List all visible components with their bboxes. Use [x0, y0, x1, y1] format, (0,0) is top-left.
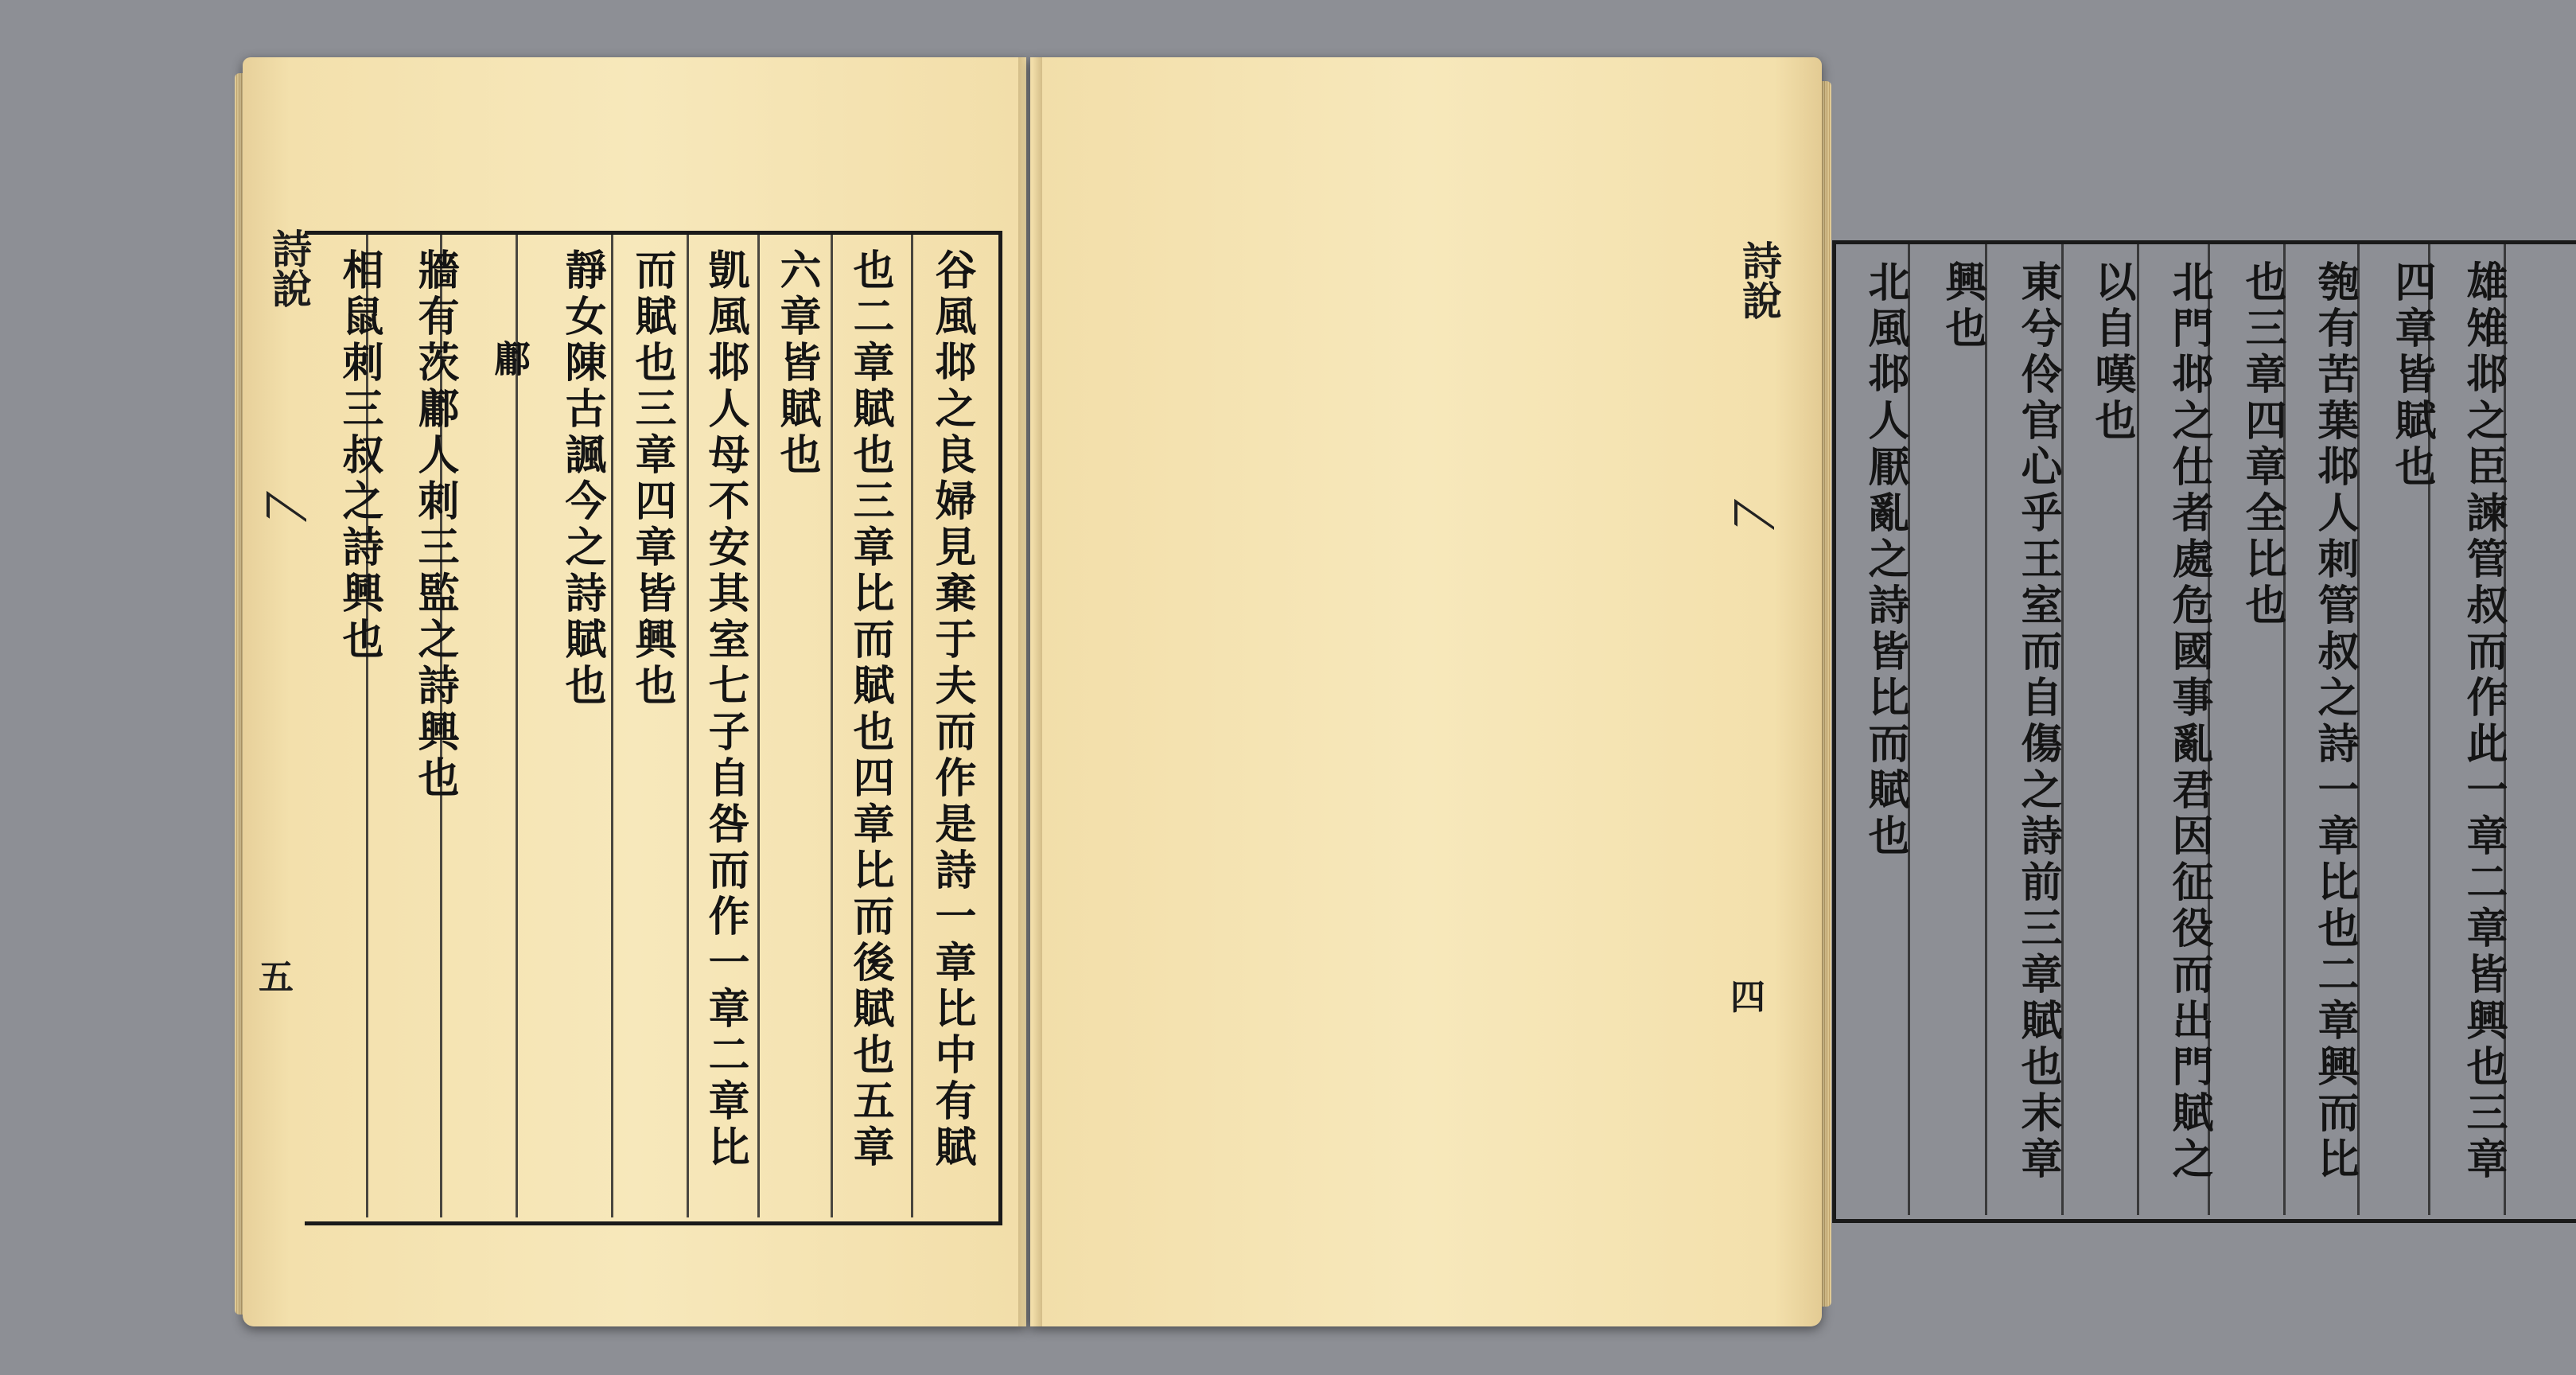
right-column-8: 興也: [1938, 260, 1986, 353]
left-page: [243, 57, 1026, 1326]
right-fishtail-mark: [1734, 499, 1771, 523]
left-column-3: 六章皆賦也: [772, 248, 821, 479]
open-book: [243, 57, 2508, 1326]
left-column-7-heading: 鄘: [488, 340, 531, 381]
right-folio-number: 四: [1730, 977, 1765, 1018]
left-column-1: 谷風邶之良婦見棄于夫而作是詩一章比中有賦: [928, 248, 976, 1171]
right-margin-title: 詩說: [1736, 240, 1783, 320]
right-column-4: 也三章四章全比也: [2238, 260, 2286, 629]
left-margin-title: 詩說: [266, 228, 313, 308]
left-column-8: 牆有茨鄘人刺三監之詩興也: [411, 248, 459, 802]
right-column-6: 以自嘆也: [2088, 260, 2136, 445]
right-column-7: 東兮伶官心乎王室而自傷之詩前三章賦也末章: [2014, 260, 2062, 1183]
right-column-9: 北風邶人厭亂之詩皆比而賦也: [1861, 260, 1909, 860]
book-gutter: [1018, 57, 1042, 1326]
right-column-3: 匏有苦葉邶人刺管叔之詩一章比也二章興而比: [2310, 260, 2359, 1183]
right-column-2: 四章皆賦也: [2387, 260, 2436, 491]
left-column-4: 凱風邶人母不安其室七子自咎而作一章二章比: [701, 248, 749, 1171]
left-column-2: 也二章賦也三章比而賦也四章比而後賦也五章: [846, 248, 894, 1171]
right-column-5: 北門邶之仕者處危國事亂君因征役而出門賦之: [2165, 260, 2213, 1183]
left-column-6: 靜女陳古諷今之詩賦也: [558, 248, 606, 710]
left-folio-number: 五: [259, 957, 294, 998]
left-column-5: 而賦也三章四章皆興也: [628, 248, 676, 710]
left-column-9: 相鼠刺三叔之詩興也: [335, 248, 383, 664]
right-page: [1030, 57, 2508, 1326]
right-column-1: 雄雉邶之臣諫管叔而作此一章二章皆興也三章: [2459, 260, 2508, 1183]
left-fishtail-mark: [267, 491, 303, 515]
